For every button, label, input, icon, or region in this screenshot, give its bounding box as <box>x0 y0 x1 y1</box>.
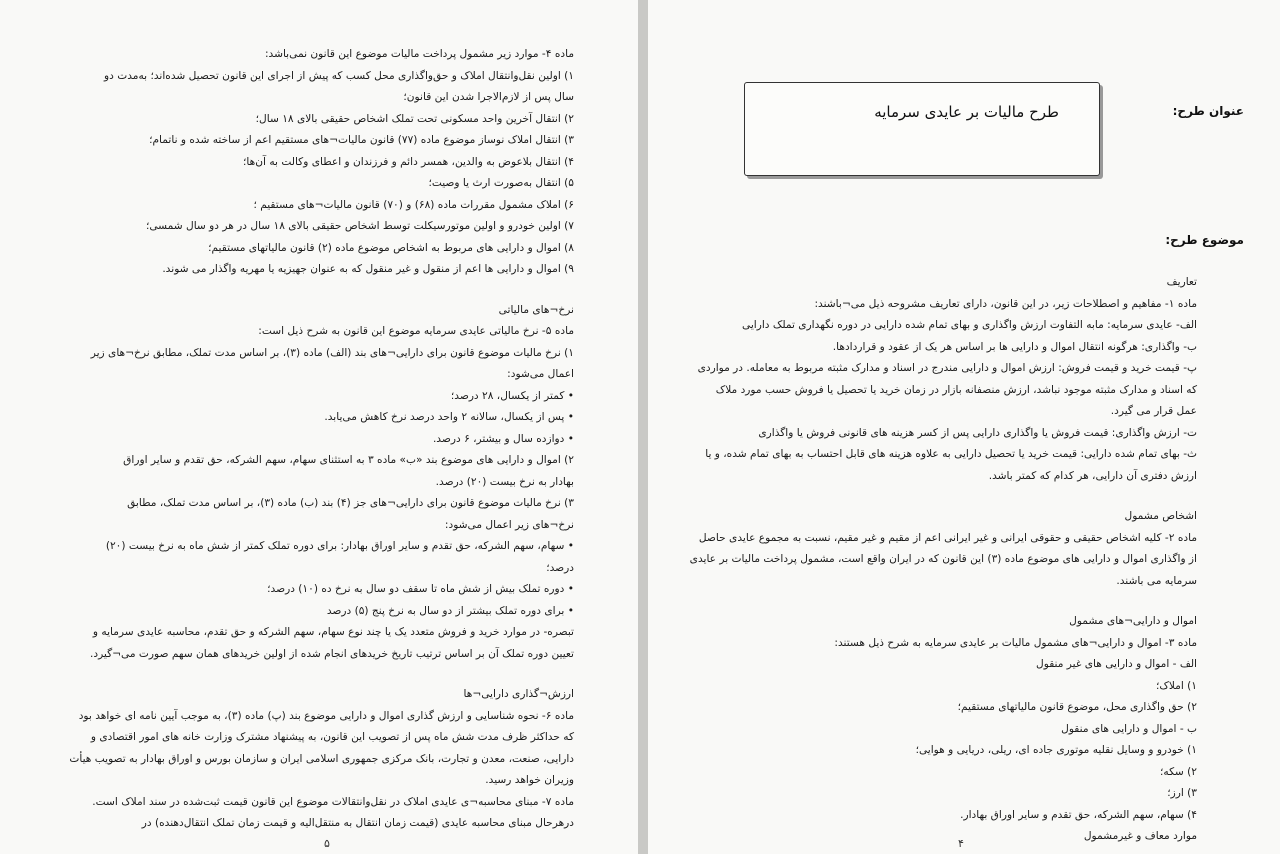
text-line: ۱) نرخ مالیات موضوع قانون برای دارایی¬های بند (الف) ماده (۳)، بر اساس مدت تملک، مطابق نرخ¬های زیر <box>90 346 574 359</box>
text-line: • دوازده سال و بیشتر، ۶ درصد. <box>432 432 574 445</box>
text-line: ۸) اموال و دارایی های مربوط به اشخاص موضوع ماده (۲) قانون مالیاتهای مستقیم؛ <box>208 241 574 254</box>
paragraph-gap <box>49 665 574 684</box>
text-line: عمل قرار می گیرد. <box>1110 405 1197 417</box>
text-line: درصد؛ <box>546 561 574 574</box>
text-line: ۶) املاک مشمول مقررات ماده (۶۸) و (۷۰) قانون مالیات¬های مستقیم ؛ <box>253 198 574 211</box>
text-line: ۴) سهام، سهم الشرکه، حق تقدم و سایر اوراق بهادار. <box>960 808 1197 821</box>
text-line: ماده ۱- مفاهیم و اصطلاحات زیر، در این قانون، دارای تعاریف مشروحه ذیل می¬باشند: <box>814 297 1197 310</box>
text-line: ۲) اموال و دارایی های موضوع بند «ب» ماده ۳ به استثنای سهام، سهم الشرکه، حق تقدم و سایر اوراق <box>123 454 574 466</box>
text-line: ۳) نرخ مالیات موضوع قانون برای دارایی¬های جز (۴) بند (ب) ماده (۳)، بر اساس مدت تملک، مطابق <box>127 497 574 509</box>
text-line: ۱) اولین نقل‌وانتقال املاک و حق‌واگذاری محل کسب که پیش از اجرای این قانون تحصیل شده‌اند؛ به‌مدت دو <box>104 69 574 82</box>
title-box <box>744 82 1100 176</box>
paragraph-gap <box>757 592 1197 611</box>
text-line: سال پس از لازم‌الاجرا شدن این قانون؛ <box>403 91 574 103</box>
left-page-text <box>49 44 574 835</box>
text-line: ماده ۲- کلیه اشخاص حقیقی و حقوقی ایرانی و غیر ایرانی اعم از مقیم و غیر مقیم، نسبت به مجموع عایدی حاصل <box>698 531 1197 544</box>
text-line: الف- عایدی سرمایه: مابه التفاوت ارزش واگذاری و بهای تمام شده دارایی در دوره نگهداری تملک دارایی <box>741 319 1197 331</box>
text-line: تعاریف <box>1166 276 1197 288</box>
text-line: ب- واگذاری: هرگونه انتقال اموال و دارایی ها بر اساس هر یک از عقود و قراردادها. <box>832 340 1197 353</box>
text-line: ۷) اولین خودرو و اولین موتورسیکلت توسط اشخاص حقیقی بالای ۱۸ سال در هر دو سال شمسی؛ <box>145 220 574 232</box>
paragraph-gap <box>49 281 574 300</box>
text-line: بهادار به نرخ بیست (۲۰) درصد. <box>435 475 574 488</box>
text-line: ۱) املاک؛ <box>1156 679 1197 692</box>
text-line: • دوره تملک بیش از شش ماه تا سقف دو سال به نرخ ده (۱۰) درصد؛ <box>267 583 574 595</box>
text-line: ۴) انتقال بلاعوض به والدین، همسر دائم و فرزندان و اعطای وکالت به آن‌ها؛ <box>243 155 574 168</box>
text-line: موارد معاف و غیرمشمول <box>1083 830 1197 842</box>
text-line: ۳) انتقال املاک نوساز موضوع ماده (۷۷) قانون مالیات¬های مستقیم اعم از ساخته شده و ناتمام؛ <box>149 134 574 146</box>
text-line: پ- قیمت خرید و قیمت فروش: ارزش اموال و دارایی مندرج در اسناد و مدارک مثبته مربوط به معامله. در مواردی <box>697 362 1197 374</box>
text-line: • کمتر از یکسال، ۲۸ درصد؛ <box>450 389 574 402</box>
text-line: دارایی، صنعت، معدن و تجارت، بانک مرکزی جمهوری اسلامی ایران و سازمان بورس و اوراق بهادار به تصویب هیأت <box>69 752 574 765</box>
text-line: ت- ارزش واگذاری: قیمت فروش یا واگذاری دارایی پس از کسر هزینه های قانونی فروش یا واگذاری <box>758 426 1197 439</box>
page-number-right: ۴ <box>958 837 964 850</box>
text-line: از واگذاری اموال و دارایی های موضوع ماده (۳) این قانون که در ایران واقع است، مشمول پرداخت مالیات بر عایدی <box>689 553 1197 565</box>
text-line: • برای دوره تملک بیشتر از دو سال به نرخ پنج (۵) درصد <box>326 604 574 617</box>
page-gutter <box>638 0 648 854</box>
text-line: اشخاص مشمول <box>1124 510 1197 522</box>
page-number-left: ۵ <box>324 837 330 850</box>
text-line: ب - اموال و دارایی های منقول <box>1061 722 1197 735</box>
text-line: نرخ¬های زیر اعمال می‌شود: <box>444 518 574 531</box>
text-line: اعمال می‌شود: <box>507 368 574 380</box>
text-line: ماده ۶- نحوه شناسایی و ارزش گذاری اموال و دارایی موضوع بند (پ) ماده (۳)، به موجب آیین نامه ای خواهد بود <box>78 709 574 722</box>
text-line: نرخ¬های مالیاتی <box>498 303 574 316</box>
paragraph-gap <box>757 487 1197 506</box>
text-line: ۳) ارز؛ <box>1167 787 1197 799</box>
text-line: وزیران خواهد رسید. <box>485 774 574 786</box>
text-line: ۲) سکه؛ <box>1160 765 1197 778</box>
text-line: درهرحال مبنای محاسبه عایدی (قیمت زمان انتقال به منتقل‌الیه و قیمت زمان تملک انتقال‌دهنده) در <box>141 817 574 829</box>
text-line: ۱) خودرو و وسایل نقلیه موتوری جاده ای، ریلی، دریایی و هوایی؛ <box>915 744 1197 756</box>
document-title: طرح مالیات بر عایدی سرمایه <box>874 103 1059 121</box>
text-line: که اسناد و مدارک مثبته موجود نباشد، ارزش منصفانه بازار در زمان خرید یا تحصیل یا فروش حسب مورد ملاک <box>715 383 1197 396</box>
text-line: تعیین دوره تملک آن بر اساس ترتیب تاریخ خریدهای انجام شده از اولین خریدهای همان سهم صورت می¬گیرد. <box>89 647 574 660</box>
text-line: ماده ۳- اموال و دارایی¬های مشمول مالیات بر عایدی سرمایه به شرح ذیل هستند: <box>834 636 1197 649</box>
right-page-text <box>689 272 1197 848</box>
text-line: ماده ۵- نرخ مالیاتی عایدی سرمایه موضوع این قانون به شرح ذیل است: <box>258 325 574 337</box>
left-page <box>0 0 638 854</box>
text-line: • سهام، سهم الشرکه، حق تقدم و سایر اوراق بهادار: برای دوره تملک کمتر از شش ماه به نرخ بیست (۲۰) <box>105 540 574 552</box>
subject-label: موضوع طرح: <box>1165 233 1244 247</box>
text-line: ماده ۴- موارد زیر مشمول پرداخت مالیات موضوع این قانون نمی‌باشد: <box>264 48 574 60</box>
text-line: ماده ۷- مبنای محاسبه¬ی عایدی املاک در نقل‌وانتقالات موضوع این قانون قیمت ثبت‌شده در سند املاک است. <box>92 795 574 808</box>
text-line: ارزش¬گذاری دارایی¬ها <box>463 688 574 700</box>
title-label: عنوان طرح: <box>1172 104 1244 118</box>
text-line: الف - اموال و دارایی های غیر منقول <box>1036 658 1197 670</box>
text-line: تبصره- در موارد خرید و فروش متعدد یک یا چند نوع سهام، سهم الشرکه و حق تقدم، محاسبه عایدی سرمایه و <box>92 626 574 638</box>
text-line: ث- بهای تمام شده دارایی: قیمت خرید یا تحصیل دارایی به علاوه هزینه های قابل احتساب به بهای تمام شده، و یا <box>705 448 1197 460</box>
text-line: ارزش دفتری آن دارایی، هر کدام که کمتر باشد. <box>988 469 1197 482</box>
text-line: اموال و دارایی¬های مشمول <box>1069 615 1197 627</box>
text-line: • پس از یکسال، سالانه ۲ واحد درصد نرخ کاهش می‌یابد. <box>324 411 574 423</box>
right-page <box>648 0 1280 854</box>
text-line: ۲) حق واگذاری محل، موضوع قانون مالیاتهای مستقیم؛ <box>957 701 1197 713</box>
text-line: ۹) اموال و دارایی ها اعم از منقول و غیر منقول که به عنوان جهیزیه یا مهریه واگذار می شوند. <box>162 263 574 275</box>
text-line: ۵) انتقال به‌صورت ارث یا وصیت؛ <box>428 177 574 189</box>
text-line: ۲) انتقال آخرین واحد مسکونی تحت تملک اشخاص حقیقی بالای ۱۸ سال؛ <box>255 112 574 125</box>
text-line: که حداکثر ظرف مدت شش ماه پس از تصویب این قانون، به پیشنهاد مشترک وزارت خانه های امور اقتصادی و <box>90 731 574 743</box>
text-line: سرمایه می باشند. <box>1116 574 1197 587</box>
